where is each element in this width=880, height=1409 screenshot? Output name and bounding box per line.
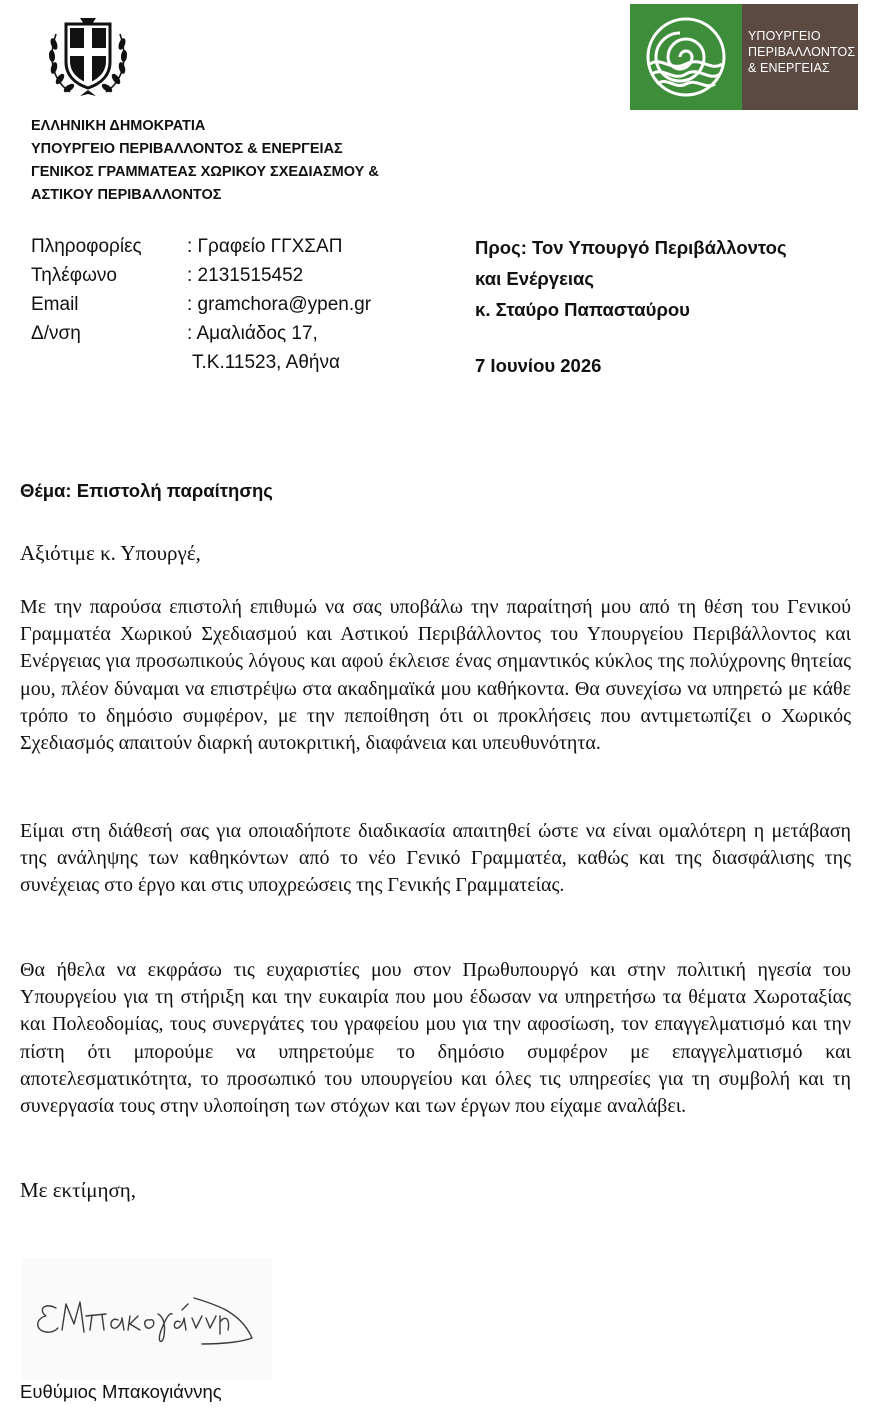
salutation: Αξιότιμε κ. Υπουργέ, [20, 541, 201, 565]
address-line-2: Τ.Κ.11523, Αθήνα [192, 352, 340, 373]
info-label: Δ/νση [31, 323, 81, 344]
body-paragraph: Με την παρούσα επιστολή επιθυμώ να σας υποβάλω την παραίτησή μου από τη θέση του Γενικού Γραμματέα Χωρικού Σχεδιασμού και Αστικού Περιβάλλοντος του Υπουργείου Περιβάλλοντος και Ενέργειας για προσωπικούς λόγους και αφού έκλεισε ένας σημαντικός κύκλος της πολύχρονης θητείας μου, πλέον δύναμαι να επιστρέψω στα ακαδημαϊκά μου καθήκοντα. Θα συνεχίσω να υπηρετώ με κάθε τρόπο το δημόσιο συμφέρον, με την πεποίθηση ότι οι προκλήσεις που αντιμετωπίζει ο Χωρικός Σχεδιασμός απαιτούν διαρκή αυτοκριτική, διαφάνεια και υπευθυνότητα. [20, 596, 851, 755]
ministry-logo-line: & ΕΝΕΡΓΕΙΑΣ [748, 61, 830, 75]
issuer-line: ΓΕΝΙΚΟΣ ΓΡΑΜΜΑΤΕΑΣ ΧΩΡΙΚΟΥ ΣΧΕΔΙΑΣΜΟΥ & [31, 164, 379, 180]
ministry-logo-line: ΠΕΡΙΒΑΛΛΟΝΤΟΣ [748, 45, 856, 59]
recipient-line: κ. Σταύρο Παπασταύρου [475, 299, 690, 320]
body-paragraph: Είμαι στη διάθεσή σας για οποιαδήποτε διαδικασία απαιτηθεί ώστε να είναι ομαλότερη η μετάβαση της ανάληψης των καθηκόντων από το νέο Γενικό Γραμματέα, καθώς και της διασφάλισης της συνέχειας στο έργο και στις υποχρεώσεις της Γενικής Γραμματείας. [20, 820, 851, 897]
info-label: Email [31, 294, 79, 315]
ministry-logo [630, 4, 858, 110]
issuer-line: ΕΛΛΗΝΙΚΗ ΔΗΜΟΚΡΑΤΙΑ [31, 118, 206, 134]
issuer-line: ΥΠΟΥΡΓΕΙΟ ΠΕΡΙΒΑΛΛΟΝΤΟΣ & ΕΝΕΡΓΕΙΑΣ [31, 141, 343, 157]
info-value: : 2131515452 [187, 265, 304, 286]
closing: Με εκτίμηση, [20, 1178, 137, 1202]
info-label: Τηλέφωνο [31, 265, 117, 286]
info-value: : Αμαλιάδος 17, [187, 323, 318, 344]
issuer-line: ΑΣΤΙΚΟΥ ΠΕΡΙΒΑΛΛΟΝΤΟΣ [31, 187, 222, 203]
info-label: Πληροφορίες [31, 236, 142, 257]
ministry-logo-text [742, 4, 858, 110]
info-value: : gramchora@ypen.gr [187, 294, 372, 315]
signer-name: Ευθύμιος Μπακογιάννης [20, 1381, 222, 1402]
greek-coat-of-arms-icon [40, 10, 136, 102]
info-value: : Γραφείο ΓΓΧΣΑΠ [187, 236, 343, 257]
recipient-block [475, 232, 787, 325]
letter-date: 7 Ιουνίου 2026 [475, 355, 602, 376]
recipient-line: και Ενέργειας [475, 268, 594, 289]
sun-waves-icon [630, 4, 742, 110]
body-paragraph: Θα ήθελα να εκφράσω τις ευχαριστίες μου στον Πρωθυπουργό και στην πολιτική ηγεσία του Υπουργείου για τη στήριξη και την ευκαιρία που μου έδωσαν να υπηρετήσω τα θέματα Χωροταξίας και Πολεοδομίας, τους συνεργάτες του γραφείου μου για την αφοσίωση, τον επαγγελματισμό και την πίστη ότι μπορούμε να υπηρετούμε το δημόσιο συμφέρον με επαγγελματισμό και αποτελεσματικότητα, το προσωπικό του υπουργείου και όλες τις υπηρεσίες για τη συμβολή και τη συνεργασία τους στην υλοποίηση των στόχων και των έργων που είχαμε αναλάβει. [20, 959, 851, 1118]
ministry-logo-line: ΥΠΟΥΡΓΕΙΟ [748, 29, 821, 43]
issuer-header [31, 115, 379, 207]
letter-subject: Θέμα: Επιστολή παραίτησης [20, 480, 273, 501]
recipient-line: Προς: Τον Υπουργό Περιβάλλοντος [475, 237, 787, 258]
handwritten-signature [22, 1258, 272, 1380]
